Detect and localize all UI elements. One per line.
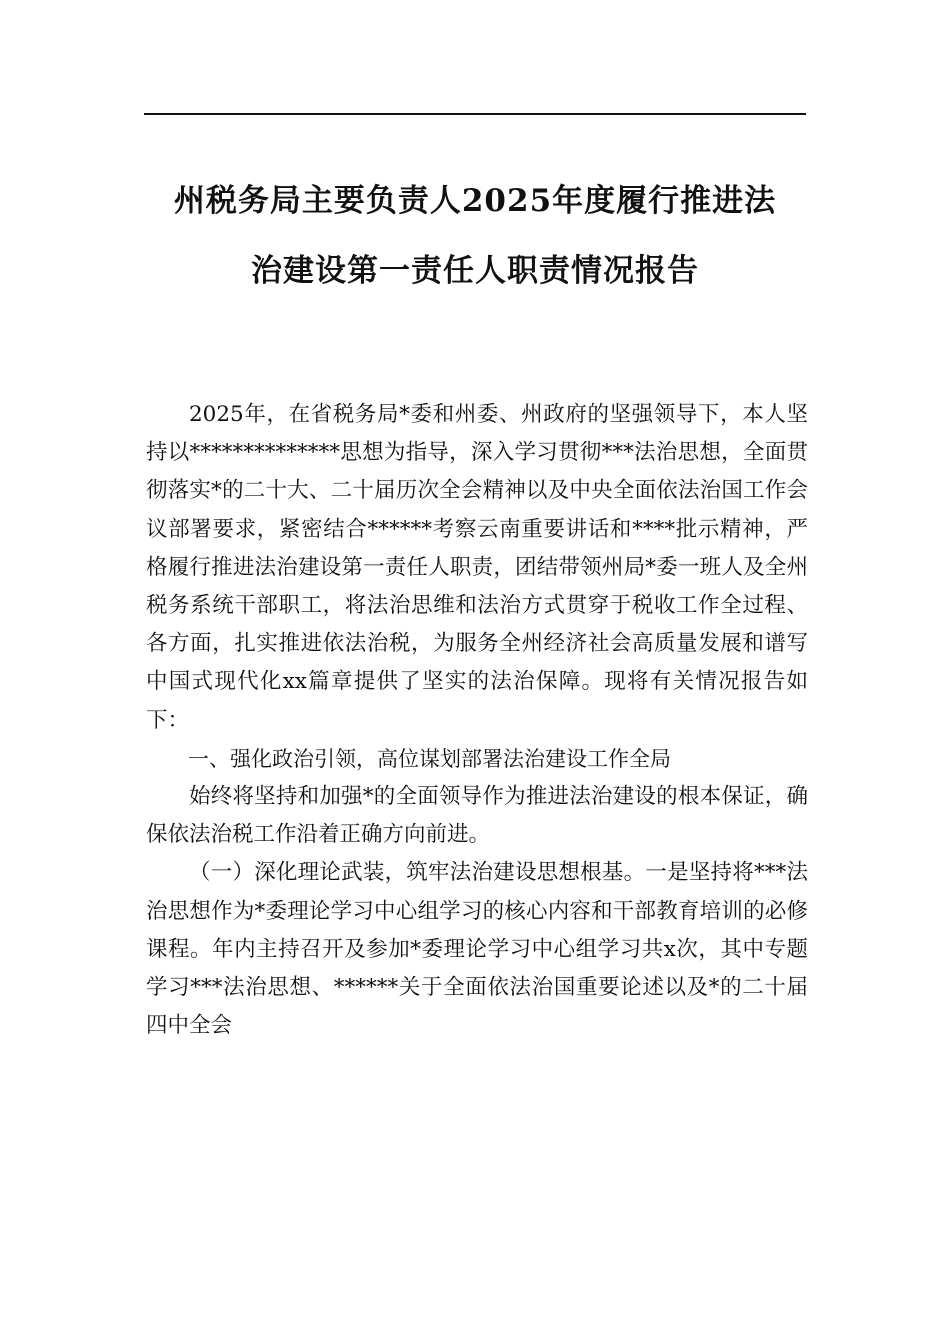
section-heading-1: 一、强化政治引领，高位谋划部署法治建设工作全局 xyxy=(188,746,671,771)
section-1-intro-paragraph: 始终将坚持和加强*的全面领导作为推进法治建设的根本保证，确保依法治税工作沿着正确方向前进。 xyxy=(146,784,808,848)
header-rule xyxy=(144,113,806,115)
title-line-1: 州税务局主要负责人2025年度履行推进法 xyxy=(173,183,777,219)
intro-paragraph: 2025年，在省税务局*委和州委、州政府的坚强领导下，本人坚持以**************思想为指导，深入学习贯彻***法治思想，全面贯彻落实*的二十大、二十届历次全会精神以及中央全面依法治国工作会议部署要求，紧密结合******考察云南重要讲话和****批示精神，严格履行推进法治建设第一责任人职责，团结带领州局*委一班人及全州税务系统干部职工，将法治思维和法治方式贯穿于税收工作全过程、各方面，扎实推进依法治税，为服务全州经济社会高质量发展和谱写中国式现代化xx篇章提供了坚实的法治保障。现将有关情况报告如下： xyxy=(146,402,808,733)
title-line-2: 治建设第一责任人职责情况报告 xyxy=(251,253,699,289)
subsection-1-paragraph: （一）深化理论武装，筑牢法治建设思想根基。一是坚持将***法治思想作为*委理论学习中心组学习的核心内容和干部教育培训的必修课程。年内主持召开及参加*委理论学习中心组学习共x次，其中专题学习***法治思想、******关于全面依法治国重要论述以及*的二十届四中全会 xyxy=(146,860,808,1039)
document-body xyxy=(146,396,808,1045)
document-title xyxy=(120,166,830,306)
